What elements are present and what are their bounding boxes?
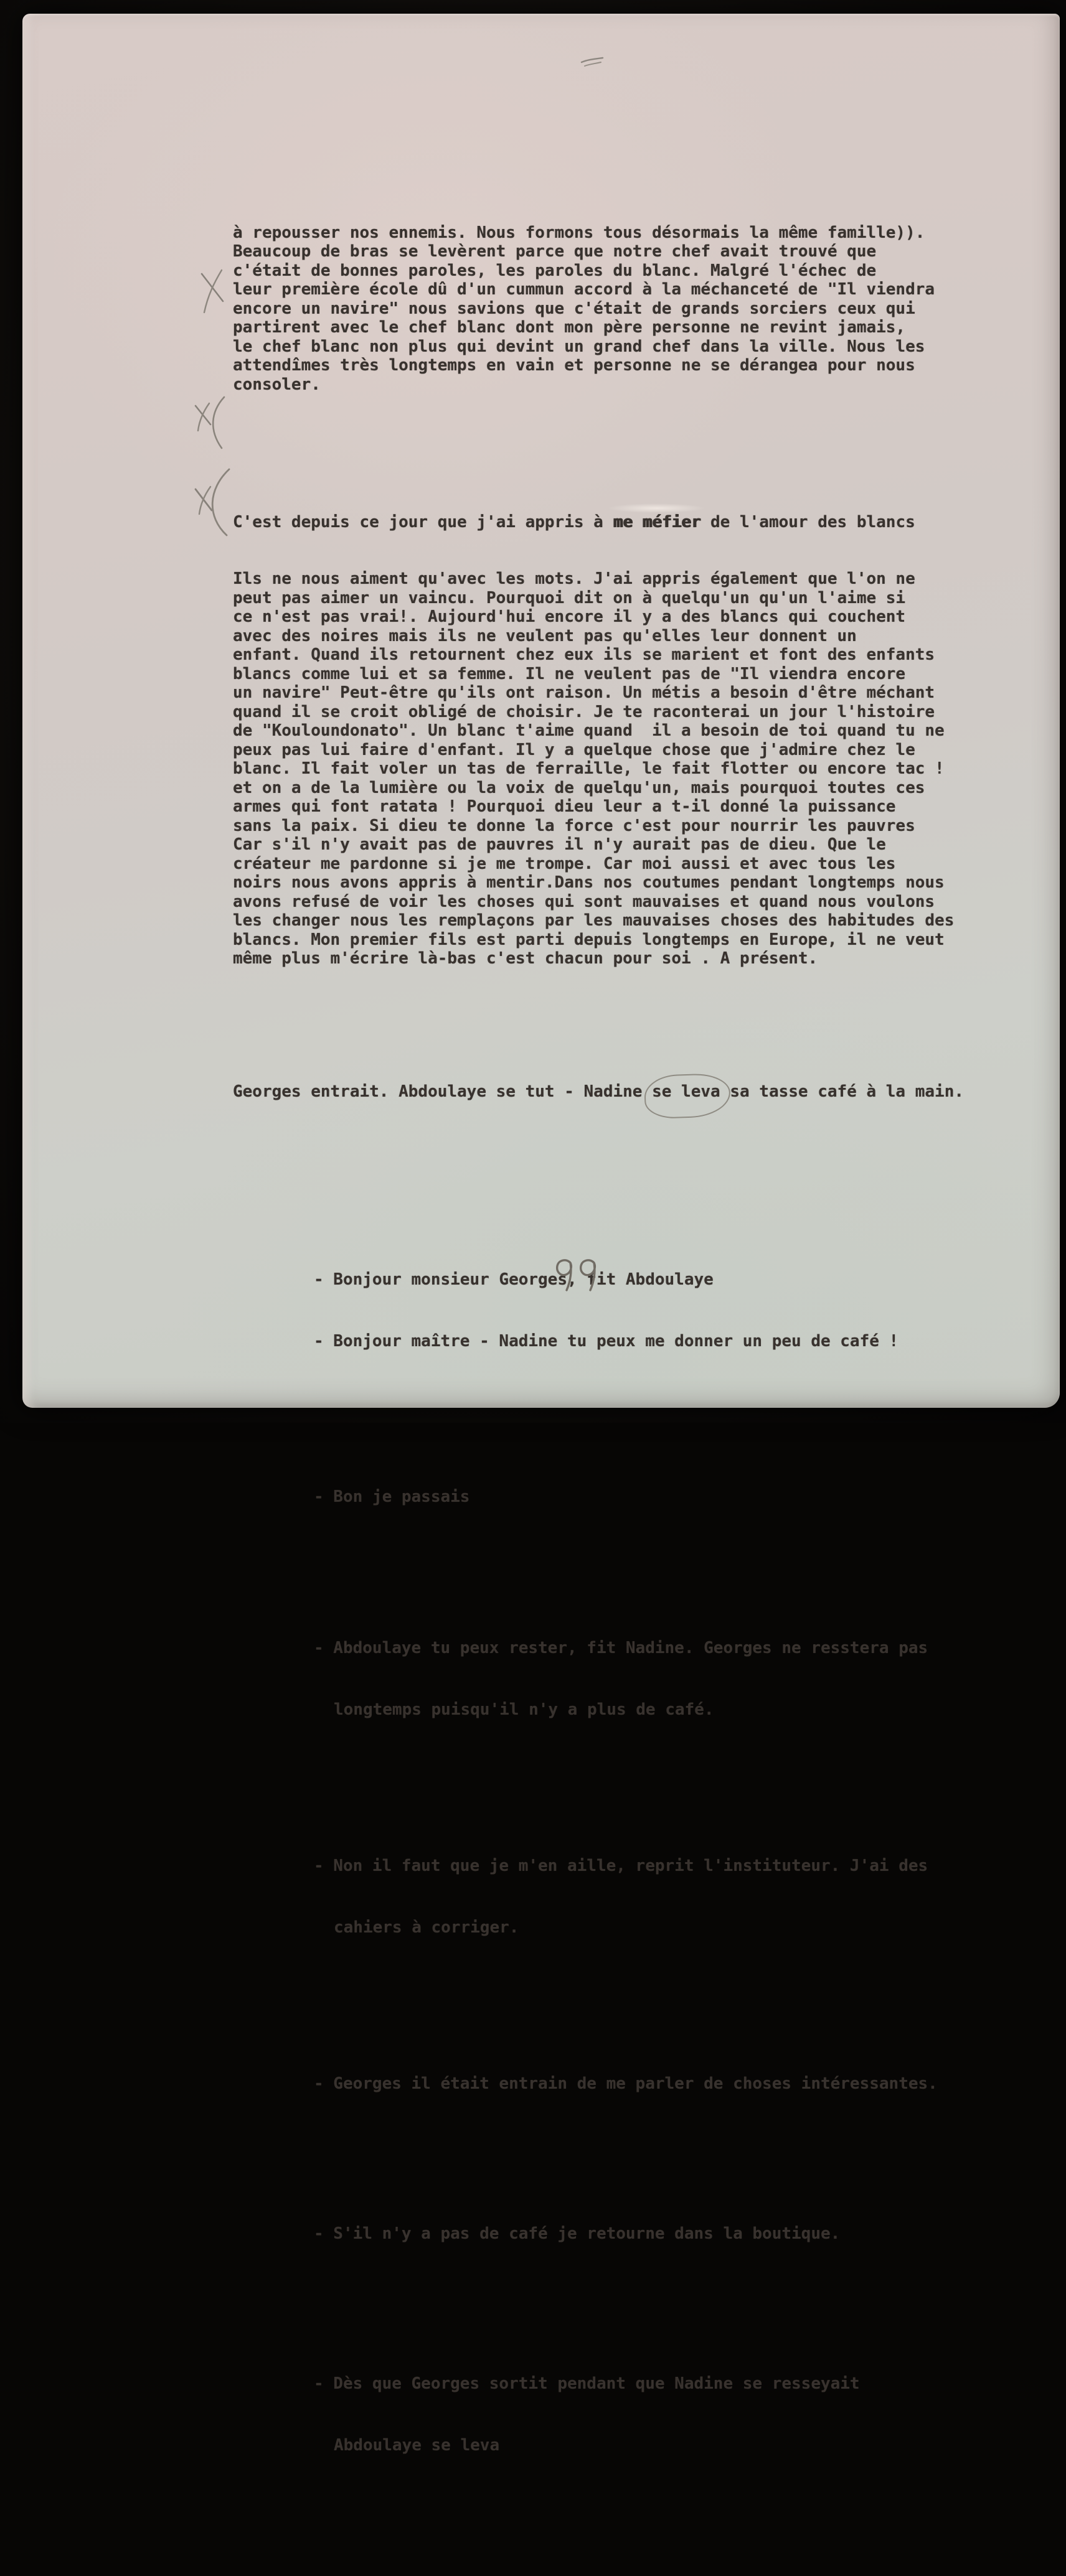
typescript-line: noirs nous avons appris à mentir.Dans nos coutumes pendant longtemps nous xyxy=(233,873,945,892)
typescript-line-with-correction xyxy=(233,513,1042,532)
typescript-line: le chef blanc non plus qui devint un grand chef dans la ville. Nous les xyxy=(233,337,925,356)
pencil-x-mark-3 xyxy=(192,466,237,539)
typescript-line: attendîmes très longtemps en vain et personne ne se dérangea pour nous xyxy=(233,356,915,375)
typescript-line: Ils ne nous aiment qu'avec les mots. J'ai appris également que l'on ne xyxy=(233,569,915,588)
dialogue-line: - S'il n'y a pas de café je retourne dans la boutique. xyxy=(314,2224,841,2243)
narration-line xyxy=(233,1082,1042,1102)
typescript-line: et on a de la lumière ou la voix de quelqu'un, mais pourquoi toutes ces xyxy=(233,778,925,797)
typescript-line: Beaucoup de bras se levèrent parce que notre chef avait trouvé que xyxy=(233,242,877,261)
typescript-line: enfant. Quand ils retournent chez eux ils se marient et font des enfants xyxy=(233,645,935,664)
paragraph-2-rest xyxy=(233,569,1042,968)
dialogue-line: - Abdoulaye tu peux rester, fit Nadine. Georges ne resstera pas xyxy=(314,1639,928,1657)
typescript-line: ce n'est pas vrai!. Aujourd'hui encore il y a des blancs qui couchent xyxy=(233,607,906,626)
typescript-line: blancs comme lui et sa femme. Il ne veulent pas de "Il viendra encore xyxy=(233,664,906,683)
dialogue-line: - Bonjour maître - Nadine tu peux me donner un peu de café ! xyxy=(314,1332,899,1351)
dialogue-line-continuation: Abdoulaye se leva xyxy=(334,2436,500,2455)
pencil-top-squiggle xyxy=(580,55,605,68)
pencil-x-mark-2 xyxy=(192,392,232,452)
typescript-line: de "Kouloundonato". Un blanc t'aime quand il a besoin de toi quand tu ne xyxy=(233,721,945,740)
typescript-line: créateur me pardonne si je me trompe. Car moi aussi et avec tous les xyxy=(233,854,896,873)
manuscript-page xyxy=(22,14,1060,2455)
typescript-line: c'était de bonnes paroles, les paroles du blanc. Malgré l'échec de xyxy=(233,261,877,280)
typescript-line: quand il se croit obligé de choisir. Je te raconterai un jour l'histoire xyxy=(233,702,935,721)
dialogue-line: - Dès que Georges sortit pendant que Nadine se resseyait xyxy=(314,2374,860,2393)
dialogue-group xyxy=(314,2033,1042,2135)
paragraph-1 xyxy=(233,223,1042,395)
typescript-line: blanc. Il fait voler un tas de ferraille, le fait flotter ou encore tac ! xyxy=(233,759,945,778)
typescript-line: peut pas aimer un vaincu. Pourquoi dit on à quelqu'un qu'un l'aime si xyxy=(233,588,906,607)
paragraph-2 xyxy=(233,475,1042,1006)
typescript-line: armes qui font ratata ! Pourquoi dieu leur a t-il donné la puissance xyxy=(233,797,896,816)
typescript-line: consoler. xyxy=(233,375,321,394)
dialogue-line: - Non il faut que je m'en aille, reprit l'instituteur. J'ai des xyxy=(314,1857,928,1875)
typescript-line: sans la paix. Si dieu te donne la force c'est pour nourrir les pauvres xyxy=(233,816,915,835)
line-text-before: C'est depuis ce jour que j'ai appris à xyxy=(233,512,613,532)
narration-before: Georges entrait. Abdoulaye se tut - Nadine xyxy=(233,1082,653,1101)
typescript-text-block xyxy=(233,166,1042,2576)
typescript-line: leur première école dû d'un cummun accord à la méchanceté de "Il viendra xyxy=(233,280,935,299)
dialogue-group xyxy=(314,2333,1042,2497)
typescript-line: les changer nous les remplaçons par les mauvaises choses des habitudes des xyxy=(233,911,955,930)
typescript-line: Car s'il n'y avait pas de pauvres il n'y aurait pas de dieu. Que le xyxy=(233,835,886,854)
typescript-line: avec des noires mais ils ne veulent pas qu'elles leur donnent un xyxy=(233,626,857,645)
narration-after: sa tasse café à la main. xyxy=(720,1082,965,1101)
dialogue-group xyxy=(314,2183,1042,2285)
line-text-after: de l'amour des blancs xyxy=(700,512,915,532)
dialogue-line-continuation: cahiers à corriger. xyxy=(334,1918,519,1937)
dialogue-line: - Bon je passais xyxy=(314,1487,470,1506)
typescript-line: peux pas lui faire d'enfant. Il y a quelque chose que j'admire chez le xyxy=(233,740,915,759)
dialogue-group xyxy=(314,1446,1042,1548)
pencil-x-mark-1 xyxy=(196,263,230,316)
dialogue-block xyxy=(314,1187,1042,2538)
typescript-line: encore un navire" nous savions que c'était de grands sorciers ceux qui xyxy=(233,299,915,318)
overtyped-correction: me méfier xyxy=(613,512,701,532)
handwritten-page-number xyxy=(549,1255,614,1296)
dialogue-group xyxy=(314,1229,1042,1393)
typescript-line: blancs. Mon premier fils est parti depuis longtemps en Europe, il ne veut xyxy=(233,930,945,949)
dialogue-line: - Georges il était entrain de me parler de choses intéressantes. xyxy=(314,2074,938,2093)
dialogue-line: - Bonjour monsieur Georges, fit Abdoulaye xyxy=(314,1270,714,1289)
typescript-line: partirent avec le chef blanc dont mon père personne ne revint jamais, xyxy=(233,318,906,337)
typescript-line: même plus m'écrire là-bas c'est chacun pour soi . A présent. xyxy=(233,949,818,968)
dialogue-group xyxy=(314,1815,1042,1979)
typescript-line: un navire" Peut-être qu'ils ont raison. Un métis a besoin d'être méchant xyxy=(233,683,935,702)
pencil-circled-words: se leva xyxy=(652,1082,720,1101)
typescript-line: avons refusé de voir les choses qui sont mauvaises et quand nous voulons xyxy=(233,892,935,911)
typescript-line: à repousser nos ennemis. Nous formons tous désormais la même famille)). xyxy=(233,223,925,242)
dialogue-line-continuation: longtemps puisqu'il n'y a plus de café. xyxy=(334,1700,714,1719)
dialogue-group xyxy=(314,1597,1042,1761)
